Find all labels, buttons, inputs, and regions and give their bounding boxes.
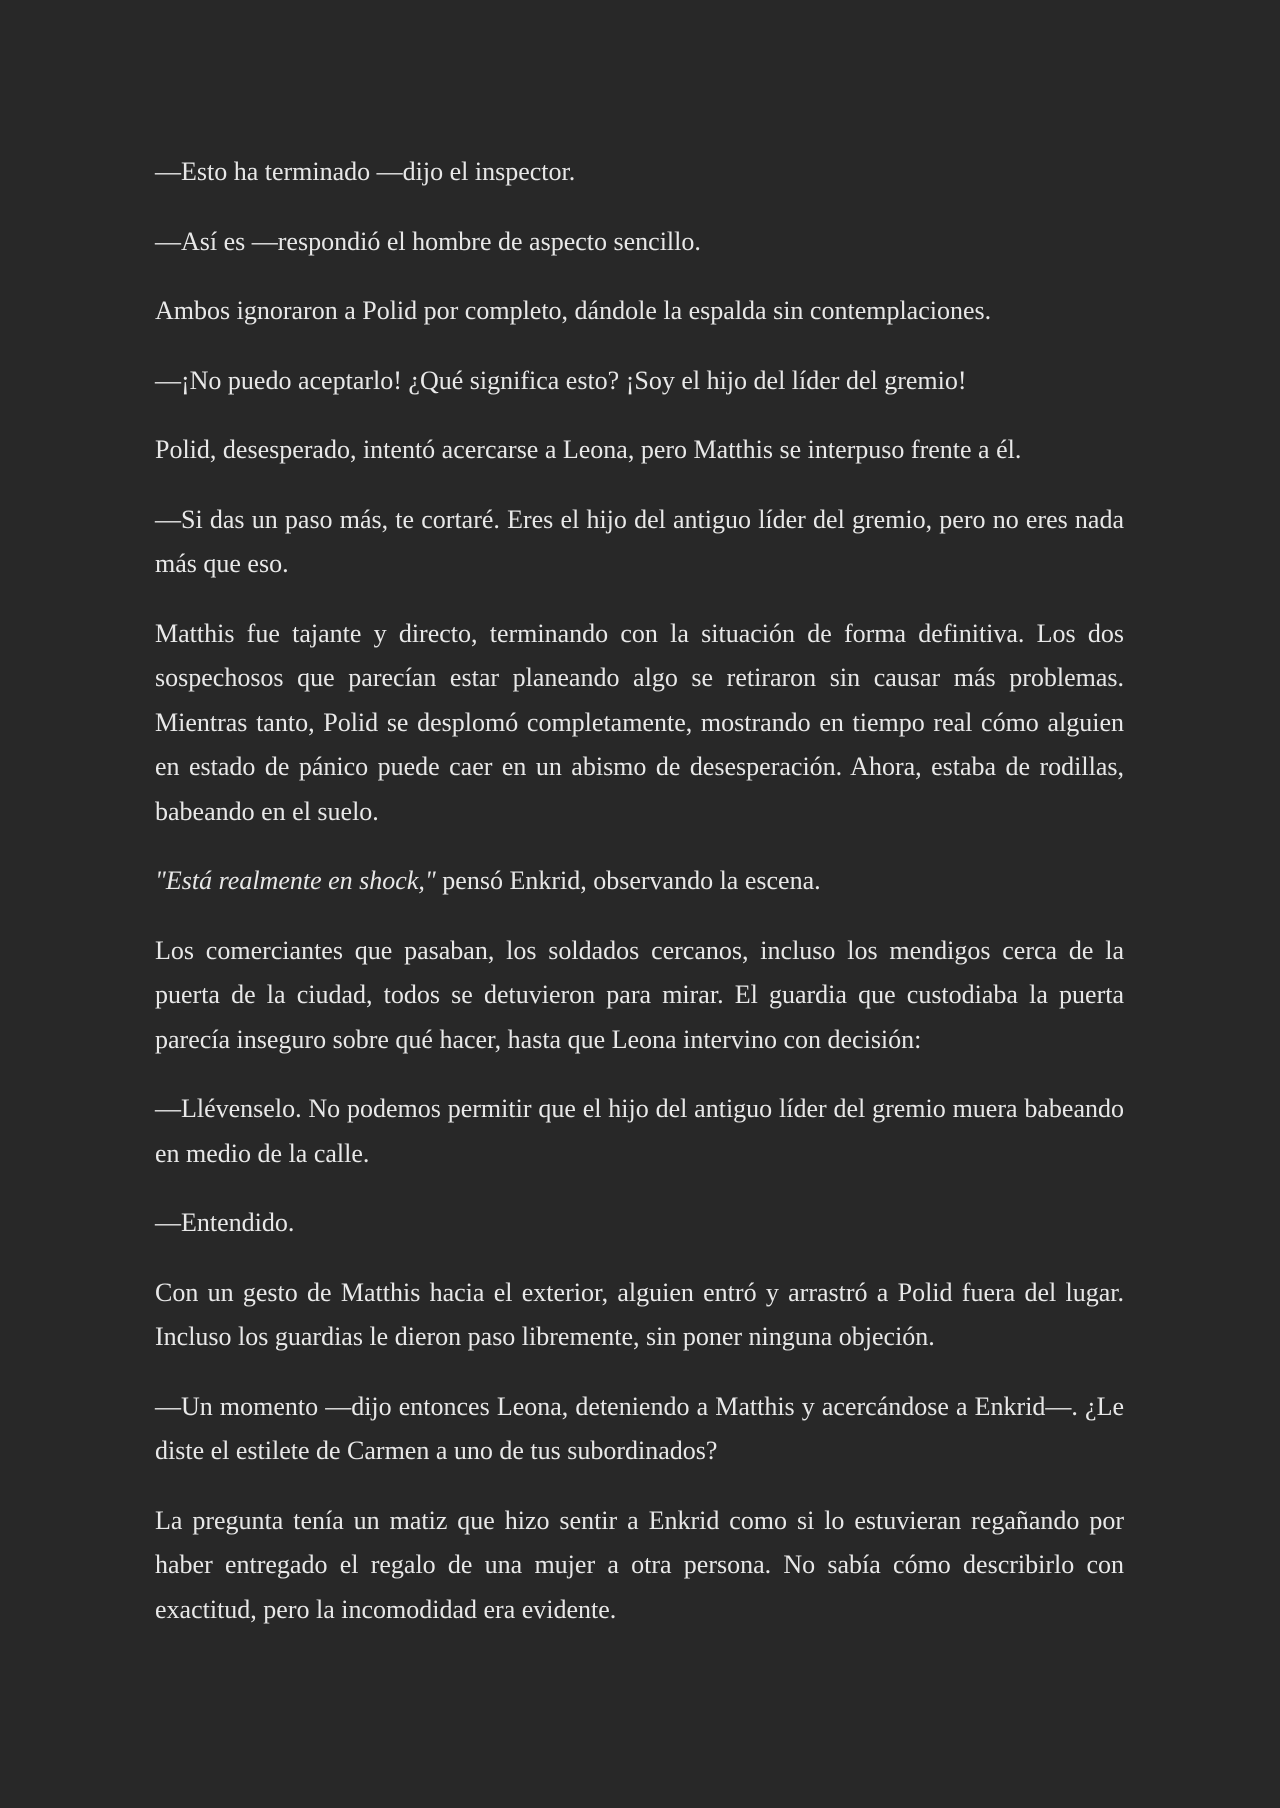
paragraph-9: Los comerciantes que pasaban, los soldados cercanos, incluso los mendigos cerca de la puerta de la ciudad, todos se detuvieron para mirar. El guardia que custodiaba la puerta parecía inseguro sobre qué hacer, hasta que Leona intervino con decisión: (155, 935, 1124, 1054)
paragraph-8-thought (155, 859, 1124, 904)
thought-narration: pensó Enkrid, observando la escena. (435, 866, 821, 895)
thought-text: "Está realmente en shock," (155, 866, 436, 895)
paragraph-1: —Esto ha terminado —dijo el inspector. (155, 157, 576, 186)
reader-page (155, 150, 1124, 1632)
paragraph-4: —¡No puedo aceptarlo! ¿Qué significa esto? ¡Soy el hijo del líder del gremio! (155, 365, 967, 395)
paragraph-11: —Entendido. (155, 1208, 295, 1237)
paragraph-6: —Si das un paso más, te cortaré. Eres el hijo del antiguo líder del gremio, pero no eres nada más que eso. (155, 504, 1124, 578)
paragraph-12: Con un gesto de Matthis hacia el exterior, alguien entró y arrastró a Polid fuera del lugar. Incluso los guardias le dieron paso libremente, sin poner ninguna objeción. (155, 1277, 1124, 1351)
paragraph-2: —Así es —respondió el hombre de aspecto sencillo. (155, 226, 701, 256)
paragraph-10: —Llévenselo. No podemos permitir que el hijo del antiguo líder del gremio muera babeando en medio de la calle. (155, 1094, 1124, 1168)
paragraph-14: La pregunta tenía un matiz que hizo sentir a Enkrid como si lo estuvieran regañando por haber entregado el regalo de una mujer a otra persona. No sabía cómo describirlo con exactitud, pero la incomodidad era evidente. (155, 1505, 1124, 1624)
paragraph-5: Polid, desesperado, intentó acercarse a Leona, pero Matthis se interpuso frente a él. (155, 435, 1022, 464)
paragraph-13: —Un momento —dijo entonces Leona, deteniendo a Matthis y acercándose a Enkrid—. ¿Le diste el estilete de Carmen a uno de tus subordinados? (155, 1391, 1124, 1465)
paragraph-3: Ambos ignoraron a Polid por completo, dándole la espalda sin contemplaciones. (155, 296, 992, 325)
paragraph-7: Matthis fue tajante y directo, terminando con la situación de forma definitiva. Los dos sospechosos que parecían estar planeando algo se retiraron sin causar más problemas. Mientras tanto, Polid se desplomó completamente, mostrando en tiempo real cómo alguien en estado de pánico puede caer en un abismo de desesperación. Ahora, estaba de rodillas, babeando en el suelo. (155, 618, 1124, 826)
